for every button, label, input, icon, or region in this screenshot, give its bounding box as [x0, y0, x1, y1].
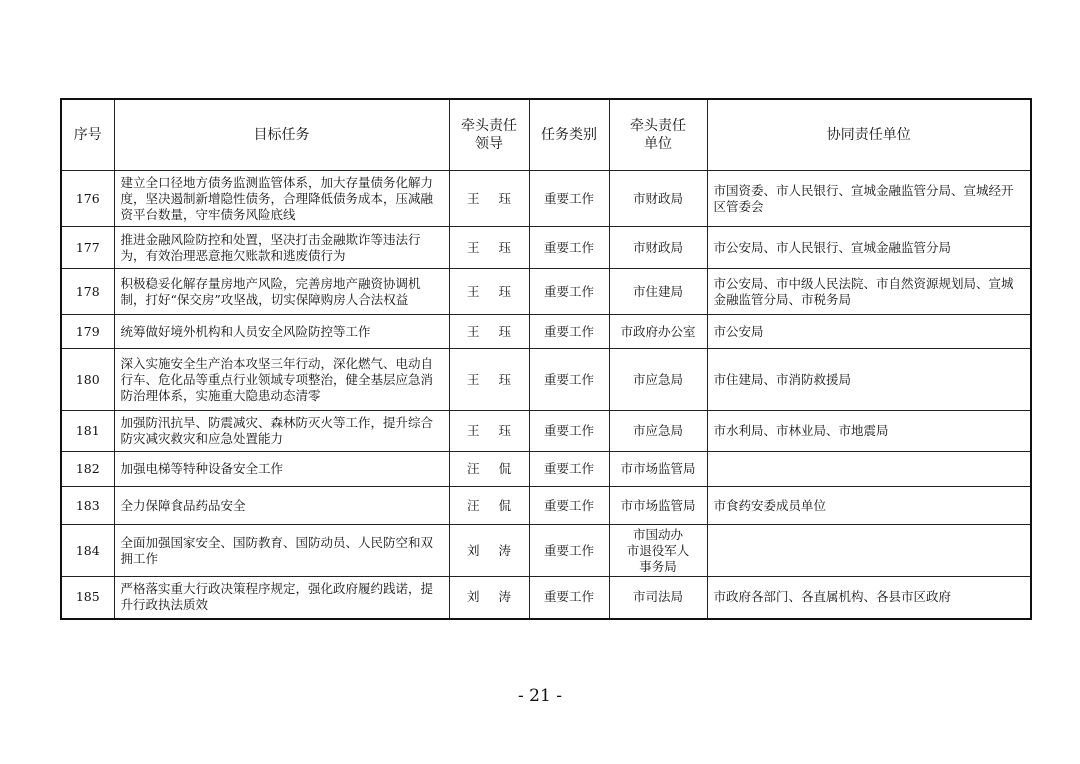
coop-units: 市水利局、市林业局、市地震局: [707, 411, 1031, 452]
row-number: 176: [61, 171, 114, 227]
row-number: 182: [61, 452, 114, 487]
lead-unit: 市市场监管局: [609, 487, 707, 525]
task-text: 加强防汛抗旱、防震减灾、森林防灭火等工作，提升综合防灾减灾救灾和应急处置能力: [114, 411, 449, 452]
lead-unit: 市财政局: [609, 171, 707, 227]
task-type: 重要工作: [529, 525, 609, 577]
table-row: [61, 577, 1031, 619]
lead-person: 汪 侃: [449, 452, 529, 487]
lead-unit: 市住建局: [609, 269, 707, 315]
lead-unit: 市司法局: [609, 577, 707, 619]
task-text: 积极稳妥化解存量房地产风险，完善房地产融资协调机制，打好“保交房”攻坚战，切实保障购房人合法权益: [114, 269, 449, 315]
task-type: 重要工作: [529, 269, 609, 315]
header-type: 任务类别: [529, 99, 609, 171]
task-type: 重要工作: [529, 171, 609, 227]
lead-person: 汪 侃: [449, 487, 529, 525]
task-type: 重要工作: [529, 577, 609, 619]
table-row: [61, 269, 1031, 315]
lead-unit: 市应急局: [609, 411, 707, 452]
row-number: 184: [61, 525, 114, 577]
lead-unit: 市国动办 市退役军人 事务局: [609, 525, 707, 577]
row-number: 185: [61, 577, 114, 619]
lead-person: 刘 涛: [449, 525, 529, 577]
coop-units: 市政府各部门、各直属机构、各县市区政府: [707, 577, 1031, 619]
row-number: 177: [61, 227, 114, 269]
coop-units: 市公安局、市人民银行、宣城金融监管分局: [707, 227, 1031, 269]
coop-units: 市住建局、市消防救援局: [707, 349, 1031, 411]
lead-unit: 市财政局: [609, 227, 707, 269]
table-row: [61, 349, 1031, 411]
lead-person: 王 珏: [449, 315, 529, 349]
task-text: 全面加强国家安全、国防教育、国防动员、人民防空和双拥工作: [114, 525, 449, 577]
task-text: 全力保障食品药品安全: [114, 487, 449, 525]
lead-person: 王 珏: [449, 349, 529, 411]
header-index: 序号: [61, 99, 114, 171]
lead-person: 刘 涛: [449, 577, 529, 619]
header-lead: 牵头责任 领导: [449, 99, 529, 171]
lead-unit: 市市场监管局: [609, 452, 707, 487]
coop-units: 市公安局、市中级人民法院、市自然资源规划局、宣城金融监管分局、市税务局: [707, 269, 1031, 315]
task-type: 重要工作: [529, 487, 609, 525]
lead-unit: 市政府办公室: [609, 315, 707, 349]
task-text: 严格落实重大行政决策程序规定，强化政府履约践诺，提升行政执法质效: [114, 577, 449, 619]
task-type: 重要工作: [529, 452, 609, 487]
task-text: 加强电梯等特种设备安全工作: [114, 452, 449, 487]
task-type: 重要工作: [529, 315, 609, 349]
table-row: [61, 171, 1031, 227]
lead-person: 王 珏: [449, 227, 529, 269]
lead-person: 王 珏: [449, 171, 529, 227]
lead-unit: 市应急局: [609, 349, 707, 411]
table-row: [61, 452, 1031, 487]
task-type: 重要工作: [529, 227, 609, 269]
row-number: 180: [61, 349, 114, 411]
row-number: 179: [61, 315, 114, 349]
table-row: [61, 411, 1031, 452]
table-row: [61, 315, 1031, 349]
header-row: [61, 99, 1031, 171]
table-row: [61, 525, 1031, 577]
task-text: 推进金融风险防控和处置，坚决打击金融欺诈等违法行为，有效治理恶意拖欠账款和逃废债行为: [114, 227, 449, 269]
task-text: 统筹做好境外机构和人员安全风险防控等工作: [114, 315, 449, 349]
coop-units: 市食药安委成员单位: [707, 487, 1031, 525]
table-row: [61, 487, 1031, 525]
row-number: 178: [61, 269, 114, 315]
coop-units: [707, 452, 1031, 487]
table-row: [61, 227, 1031, 269]
coop-units: 市国资委、市人民银行、宣城金融监管分局、宣城经开区管委会: [707, 171, 1031, 227]
row-number: 181: [61, 411, 114, 452]
lead-person: 王 珏: [449, 269, 529, 315]
task-type: 重要工作: [529, 349, 609, 411]
task-table: [60, 98, 1032, 620]
task-text: 建立全口径地方债务监测监管体系，加大存量债务化解力度，坚决遏制新增隐性债务，合理降低债务成本，压减融资平台数量，守牢债务风险底线: [114, 171, 449, 227]
header-coop: 协同责任单位: [707, 99, 1031, 171]
row-number: 183: [61, 487, 114, 525]
coop-units: 市公安局: [707, 315, 1031, 349]
task-text: 深入实施安全生产治本攻坚三年行动，深化燃气、电动自行车、危化品等重点行业领域专项整治，健全基层应急消防治理体系，实施重大隐患动态清零: [114, 349, 449, 411]
page-number: - 21 -: [518, 686, 562, 706]
header-unit: 牵头责任 单位: [609, 99, 707, 171]
coop-units: [707, 525, 1031, 577]
header-task: 目标任务: [114, 99, 449, 171]
lead-person: 王 珏: [449, 411, 529, 452]
task-type: 重要工作: [529, 411, 609, 452]
